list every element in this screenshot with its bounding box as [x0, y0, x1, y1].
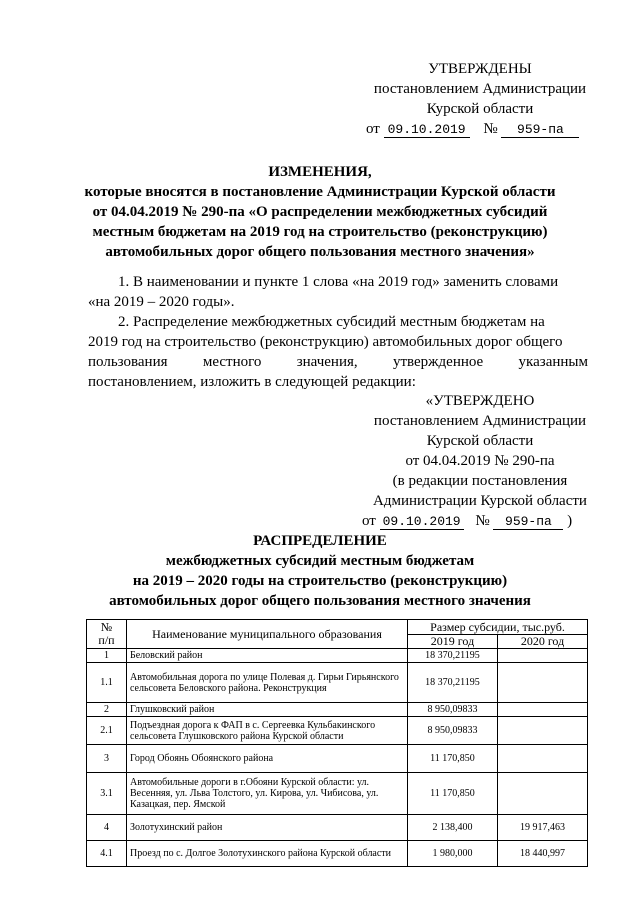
- paragraph-2-line: постановлением, изложить в следующей редакции:: [88, 374, 416, 390]
- word: утвержденное: [392, 354, 484, 370]
- row-2019-value: 18 370,21195: [408, 663, 498, 703]
- approval-date-line: [366, 120, 579, 138]
- row-2019-value: 2 138,400: [408, 815, 498, 841]
- approval-line: постановлением Администрации: [373, 81, 587, 97]
- inner-approval-date: 09.10.2019: [380, 514, 464, 530]
- word: пользования: [88, 354, 168, 370]
- approval-title: УТВЕРЖДЕНЫ: [428, 61, 532, 77]
- table-row: [87, 663, 588, 703]
- changes-subtitle-line: от 04.04.2019 № 290-па «О распределении межбюджетных субсидий: [92, 204, 548, 220]
- row-number: 1.1: [87, 663, 127, 703]
- row-name: Глушковский район: [127, 703, 408, 717]
- distribution-subtitle-line: на 2019 – 2020 годы на строительство (реконструкцию): [132, 573, 508, 589]
- row-2020-value: [498, 649, 588, 663]
- header-text: №: [100, 620, 113, 634]
- row-2020-value: [498, 703, 588, 717]
- row-name: Город Обоянь Обоянского района: [127, 745, 408, 773]
- row-2020-value: [498, 745, 588, 773]
- inner-approval-line: Администрации Курской области: [373, 493, 587, 509]
- inner-approval-line: постановлением Администрации: [373, 413, 587, 429]
- date-prefix: от: [362, 513, 376, 529]
- row-number: 2.1: [87, 717, 127, 745]
- changes-subtitle-line: автомобильных дорог общего пользования местного значения»: [105, 244, 535, 260]
- row-2020-value: 19 917,463: [498, 815, 588, 841]
- row-2020-value: [498, 773, 588, 815]
- table-row: [87, 815, 588, 841]
- table-row: [87, 703, 588, 717]
- word: местного: [202, 354, 262, 370]
- row-2019-value: 11 170,850: [408, 745, 498, 773]
- row-name: Автомобильные дороги в г.Обояни Курской области: ул. Весенняя, ул. Льва Толстого, ул. Кирова, ул. Чибисова, ул. Казацкая, пер. Ямской: [127, 773, 408, 815]
- number-prefix: №: [475, 513, 490, 529]
- row-number: 3: [87, 745, 127, 773]
- row-number: 4: [87, 815, 127, 841]
- distribution-subtitle-line: межбюджетных субсидий местным бюджетам: [165, 553, 475, 569]
- table-row: [87, 717, 588, 745]
- inner-approval-number: 959-па: [493, 514, 563, 530]
- distribution-subtitle-line: автомобильных дорог общего пользования местного значения: [109, 593, 531, 609]
- row-2019-value: 8 950,09833: [408, 717, 498, 745]
- table-row: [87, 773, 588, 815]
- subsidy-table: [86, 619, 588, 867]
- approval-inner: [360, 392, 600, 532]
- row-name: Золотухинский район: [127, 815, 408, 841]
- row-2019-value: 18 370,21195: [408, 649, 498, 663]
- approval-number: 959-па: [501, 122, 579, 138]
- row-2020-value: [498, 663, 588, 703]
- table-row: [87, 649, 588, 663]
- paragraph-2-line: 2. Распределение межбюджетных субсидий местным бюджетам на: [118, 314, 545, 330]
- body-text: [88, 273, 588, 393]
- word: значения,: [296, 354, 358, 370]
- approval-header: [360, 60, 600, 140]
- column-header-name: Наименование муниципального образования: [127, 620, 408, 649]
- row-name: Беловский район: [127, 649, 408, 663]
- row-2019-value: 1 980,000: [408, 841, 498, 867]
- row-2020-value: [498, 717, 588, 745]
- header-text: п/п: [98, 633, 115, 647]
- approval-line: Курской области: [426, 101, 534, 117]
- inner-approval-line: Курской области: [426, 433, 534, 449]
- row-number: 4.1: [87, 841, 127, 867]
- table-row: [87, 745, 588, 773]
- row-name: Подъездная дорога к ФАП в с. Сергеевка Кульбакинского сельсовета Глушковского района Курской области: [127, 717, 408, 745]
- changes-subtitle-line: которые вносятся в постановление Администрации Курской области: [84, 184, 556, 200]
- inner-approval-title: «УТВЕРЖДЕНО: [425, 393, 535, 409]
- inner-approval-line: от 04.04.2019 № 290-па: [405, 453, 555, 469]
- row-name: Проезд по с. Долгое Золотухинского района Курской области: [127, 841, 408, 867]
- table-header-row: [87, 620, 588, 635]
- changes-title: ИЗМЕНЕНИЯ,: [268, 164, 372, 180]
- number-prefix: №: [483, 121, 498, 137]
- column-header-2020: 2020 год: [498, 635, 588, 649]
- changes-title-block: [40, 163, 600, 263]
- row-number: 1: [87, 649, 127, 663]
- table-row: [87, 841, 588, 867]
- column-header-2019: 2019 год: [408, 635, 498, 649]
- closing-parenthesis: ): [567, 513, 573, 529]
- distribution-title: РАСПРЕДЕЛЕНИЕ: [253, 533, 387, 549]
- row-number: 2: [87, 703, 127, 717]
- word: указанным: [518, 354, 588, 370]
- paragraph-2-line: 2019 год на строительство (реконструкцию) автомобильных дорог общего: [88, 334, 563, 350]
- distribution-title-block: [40, 532, 600, 612]
- row-name: Автомобильная дорога по улице Полевая д. Гирьи Гирьянского сельсовета Беловского района. Реконструкция: [127, 663, 408, 703]
- row-2019-value: 11 170,850: [408, 773, 498, 815]
- row-number: 3.1: [87, 773, 127, 815]
- approval-date: 09.10.2019: [384, 122, 470, 138]
- column-header-subsidy: Размер субсидии, тыс.руб.: [408, 620, 588, 635]
- paragraph-1-line: «на 2019 – 2020 годы».: [88, 294, 235, 310]
- changes-subtitle-line: местным бюджетам на 2019 год на строительство (реконструкцию): [92, 224, 548, 240]
- row-2020-value: 18 440,997: [498, 841, 588, 867]
- paragraph-1-line: 1. В наименовании и пункте 1 слова «на 2019 год» заменить словами: [118, 274, 559, 290]
- column-header-number: [87, 620, 127, 649]
- inner-approval-line: (в редакции постановления: [392, 473, 568, 489]
- row-2019-value: 8 950,09833: [408, 703, 498, 717]
- paragraph-2-justified-line: [88, 353, 588, 371]
- inner-approval-date-line: [362, 512, 572, 530]
- date-prefix: от: [366, 121, 380, 137]
